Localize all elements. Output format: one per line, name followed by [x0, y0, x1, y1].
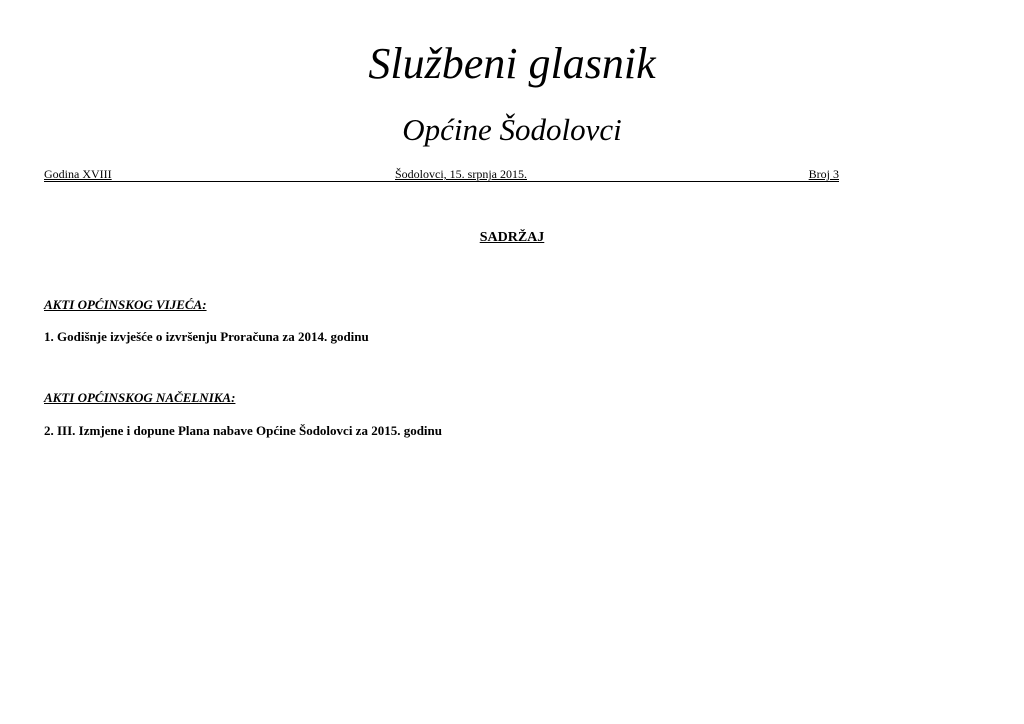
contents-heading: SADRŽAJ: [479, 230, 545, 245]
issue-number: Broj 3: [808, 167, 839, 181]
contents-item[interactable]: 2. III. Izmjene i dopune Plana nabave Općine Šodolovci za 2015. godinu: [44, 423, 442, 438]
section-title-mayor: AKTI OPĆINSKOG NAČELNIKA:: [44, 390, 236, 405]
issue-info-line: [44, 168, 839, 182]
municipality-subtitle: Općine Šodolovci: [402, 112, 622, 147]
contents-item[interactable]: 1. Godišnje izvješće o izvršenju Proračuna za 2014. godinu: [44, 329, 369, 344]
place-date: Šodolovci, 15. srpnja 2015.: [395, 167, 527, 181]
issue-year: Godina XVIII: [44, 167, 112, 181]
gazette-title: Službeni glasnik: [368, 39, 656, 88]
section-title-council: AKTI OPĆINSKOG VIJEĆA:: [44, 297, 207, 312]
